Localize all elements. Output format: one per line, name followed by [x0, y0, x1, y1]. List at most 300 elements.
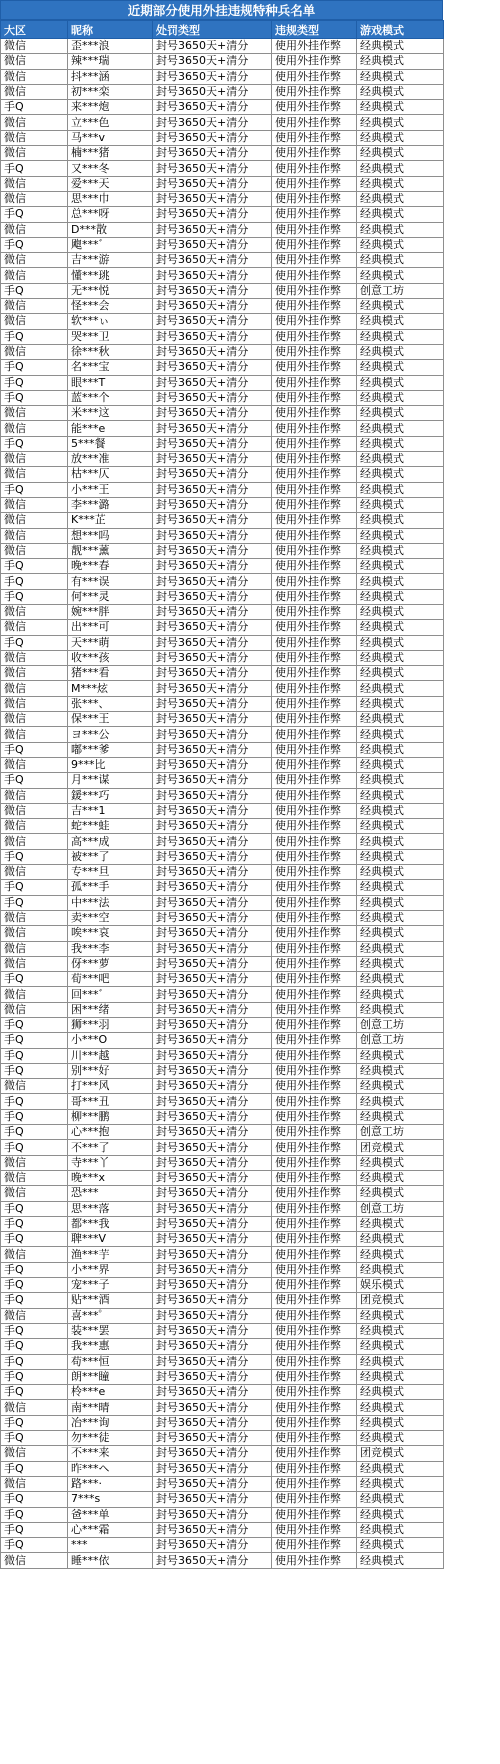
- cell-game-mode: 经典模式: [357, 1385, 444, 1400]
- cell-penalty: 封号3650天+清分: [153, 207, 272, 222]
- table-row: [1, 452, 444, 467]
- cell-nickname: 思***落: [68, 1201, 153, 1216]
- cell-region: 手Q: [1, 1538, 68, 1553]
- cell-nickname: 柃***e: [68, 1385, 153, 1400]
- cell-violation: 使用外挂作弊: [272, 1308, 357, 1323]
- cell-violation: 使用外挂作弊: [272, 482, 357, 497]
- table-row: [1, 1522, 444, 1537]
- cell-nickname: 喜***゜: [68, 1308, 153, 1323]
- cell-penalty: 封号3650天+清分: [153, 344, 272, 359]
- cell-violation: 使用外挂作弊: [272, 1278, 357, 1293]
- cell-violation: 使用外挂作弊: [272, 1538, 357, 1553]
- cell-violation: 使用外挂作弊: [272, 237, 357, 252]
- cell-game-mode: 创意工坊: [357, 1018, 444, 1033]
- cell-game-mode: 经典模式: [357, 650, 444, 665]
- cell-nickname: 朗***瞳: [68, 1369, 153, 1384]
- cell-violation: 使用外挂作弊: [272, 1140, 357, 1155]
- cell-nickname: D***散: [68, 222, 153, 237]
- table-row: [1, 1369, 444, 1384]
- cell-penalty: 封号3650天+清分: [153, 1216, 272, 1231]
- cell-violation: 使用外挂作弊: [272, 1048, 357, 1063]
- cell-region: 微信: [1, 681, 68, 696]
- cell-game-mode: 经典模式: [357, 819, 444, 834]
- cell-nickname: 保***王: [68, 712, 153, 727]
- cell-region: 手Q: [1, 237, 68, 252]
- cell-penalty: 封号3650天+清分: [153, 1247, 272, 1262]
- cell-region: 微信: [1, 54, 68, 69]
- cell-nickname: 出***可: [68, 620, 153, 635]
- table-row: [1, 268, 444, 283]
- cell-game-mode: 经典模式: [357, 1323, 444, 1338]
- cell-penalty: 封号3650天+清分: [153, 1018, 272, 1033]
- cell-violation: 使用外挂作弊: [272, 1125, 357, 1140]
- cell-nickname: 晚***x: [68, 1170, 153, 1185]
- cell-penalty: 封号3650天+清分: [153, 1339, 272, 1354]
- cell-region: 微信: [1, 314, 68, 329]
- cell-nickname: 打***风: [68, 1079, 153, 1094]
- cell-region: 微信: [1, 130, 68, 145]
- table-row: [1, 1201, 444, 1216]
- cell-game-mode: 经典模式: [357, 620, 444, 635]
- cell-game-mode: 经典模式: [357, 1308, 444, 1323]
- cell-penalty: 封号3650天+清分: [153, 1140, 272, 1155]
- cell-nickname: 困***绪: [68, 1002, 153, 1017]
- cell-game-mode: 经典模式: [357, 712, 444, 727]
- cell-penalty: 封号3650天+清分: [153, 528, 272, 543]
- cell-game-mode: 经典模式: [357, 482, 444, 497]
- cell-violation: 使用外挂作弊: [272, 1232, 357, 1247]
- cell-violation: 使用外挂作弊: [272, 344, 357, 359]
- cell-violation: 使用外挂作弊: [272, 604, 357, 619]
- cell-region: 手Q: [1, 390, 68, 405]
- table-row: [1, 1476, 444, 1491]
- cell-nickname: 寺***丫: [68, 1155, 153, 1170]
- cell-game-mode: 经典模式: [357, 1079, 444, 1094]
- cell-nickname: K***芷: [68, 513, 153, 528]
- cell-region: 微信: [1, 191, 68, 206]
- cell-violation: 使用外挂作弊: [272, 1018, 357, 1033]
- cell-game-mode: 经典模式: [357, 375, 444, 390]
- table-row: [1, 191, 444, 206]
- cell-nickname: 爱***天: [68, 176, 153, 191]
- cell-game-mode: 经典模式: [357, 360, 444, 375]
- cell-nickname: 柳***鹏: [68, 1109, 153, 1124]
- cell-violation: 使用外挂作弊: [272, 1492, 357, 1507]
- table-row: [1, 237, 444, 252]
- cell-region: 手Q: [1, 773, 68, 788]
- cell-game-mode: 经典模式: [357, 910, 444, 925]
- cell-game-mode: 经典模式: [357, 941, 444, 956]
- cell-penalty: 封号3650天+清分: [153, 130, 272, 145]
- cell-nickname: 孤***手: [68, 880, 153, 895]
- cell-violation: 使用外挂作弊: [272, 865, 357, 880]
- cell-violation: 使用外挂作弊: [272, 268, 357, 283]
- cell-game-mode: 经典模式: [357, 268, 444, 283]
- cell-game-mode: 经典模式: [357, 84, 444, 99]
- cell-nickname: 枯***仄: [68, 467, 153, 482]
- table-row: [1, 253, 444, 268]
- cell-penalty: 封号3650天+清分: [153, 1369, 272, 1384]
- cell-game-mode: 经典模式: [357, 329, 444, 344]
- cell-game-mode: 经典模式: [357, 773, 444, 788]
- cell-game-mode: 经典模式: [357, 1522, 444, 1537]
- cell-violation: 使用外挂作弊: [272, 941, 357, 956]
- cell-violation: 使用外挂作弊: [272, 666, 357, 681]
- cell-violation: 使用外挂作弊: [272, 39, 357, 54]
- cell-violation: 使用外挂作弊: [272, 895, 357, 910]
- cell-game-mode: 经典模式: [357, 742, 444, 757]
- cell-game-mode: 经典模式: [357, 1354, 444, 1369]
- cell-game-mode: 经典模式: [357, 130, 444, 145]
- cell-penalty: 封号3650天+清分: [153, 1079, 272, 1094]
- cell-nickname: 懂***珧: [68, 268, 153, 283]
- table-row: [1, 1446, 444, 1461]
- cell-region: 手Q: [1, 1431, 68, 1446]
- cell-region: 手Q: [1, 1125, 68, 1140]
- cell-violation: 使用外挂作弊: [272, 54, 357, 69]
- cell-penalty: 封号3650天+清分: [153, 1461, 272, 1476]
- cell-region: 手Q: [1, 1216, 68, 1231]
- table-header: [1, 21, 444, 39]
- cell-nickname: 无***悦: [68, 283, 153, 298]
- cell-game-mode: 经典模式: [357, 788, 444, 803]
- table-row: [1, 1033, 444, 1048]
- cell-penalty: 封号3650天+清分: [153, 788, 272, 803]
- cell-nickname: 伢***萝: [68, 956, 153, 971]
- cell-violation: 使用外挂作弊: [272, 329, 357, 344]
- cell-nickname: 路***·: [68, 1476, 153, 1491]
- cell-nickname: 吉***1: [68, 803, 153, 818]
- cell-game-mode: 经典模式: [357, 681, 444, 696]
- cell-penalty: 封号3650天+清分: [153, 299, 272, 314]
- table-row: [1, 635, 444, 650]
- cell-violation: 使用外挂作弊: [272, 1002, 357, 1017]
- cell-game-mode: 经典模式: [357, 467, 444, 482]
- cell-nickname: 宠***子: [68, 1278, 153, 1293]
- cell-region: 手Q: [1, 375, 68, 390]
- table-row: [1, 1155, 444, 1170]
- cell-game-mode: 经典模式: [357, 1492, 444, 1507]
- cell-game-mode: 经典模式: [357, 253, 444, 268]
- cell-nickname: 小***O: [68, 1033, 153, 1048]
- cell-violation: 使用外挂作弊: [272, 834, 357, 849]
- cell-region: 手Q: [1, 1109, 68, 1124]
- cell-nickname: 专***旦: [68, 865, 153, 880]
- cell-penalty: 封号3650天+清分: [153, 161, 272, 176]
- cell-nickname: 眼***T: [68, 375, 153, 390]
- cell-game-mode: 经典模式: [357, 390, 444, 405]
- cell-nickname: 唉***哀: [68, 926, 153, 941]
- table-row: [1, 513, 444, 528]
- cell-region: 微信: [1, 727, 68, 742]
- table-row: [1, 176, 444, 191]
- cell-nickname: 勿***徒: [68, 1431, 153, 1446]
- cell-penalty: 封号3650天+清分: [153, 849, 272, 864]
- cell-violation: 使用外挂作弊: [272, 115, 357, 130]
- cell-nickname: 又***冬: [68, 161, 153, 176]
- cell-penalty: 封号3650天+清分: [153, 1170, 272, 1185]
- cell-penalty: 封号3650天+清分: [153, 712, 272, 727]
- cell-nickname: 恐***: [68, 1186, 153, 1201]
- cell-penalty: 封号3650天+清分: [153, 926, 272, 941]
- cell-violation: 使用外挂作弊: [272, 1431, 357, 1446]
- cell-nickname: 冶***询: [68, 1415, 153, 1430]
- cell-violation: 使用外挂作弊: [272, 191, 357, 206]
- header-region: 大区: [1, 21, 68, 39]
- cell-nickname: 小***界: [68, 1262, 153, 1277]
- cell-nickname: 昨***ヘ: [68, 1461, 153, 1476]
- table-row: [1, 1354, 444, 1369]
- cell-penalty: 封号3650天+清分: [153, 1293, 272, 1308]
- cell-penalty: 封号3650天+清分: [153, 727, 272, 742]
- table-row: [1, 987, 444, 1002]
- table-row: [1, 1538, 444, 1553]
- cell-violation: 使用外挂作弊: [272, 1262, 357, 1277]
- cell-nickname: 总***呀: [68, 207, 153, 222]
- cell-violation: 使用外挂作弊: [272, 1553, 357, 1568]
- cell-game-mode: 经典模式: [357, 666, 444, 681]
- cell-nickname: 吉***游: [68, 253, 153, 268]
- cell-nickname: 蓝***个: [68, 390, 153, 405]
- cell-penalty: 封号3650天+清分: [153, 1278, 272, 1293]
- table-row: [1, 1323, 444, 1338]
- cell-nickname: 装***罢: [68, 1323, 153, 1338]
- cell-violation: 使用外挂作弊: [272, 880, 357, 895]
- cell-game-mode: 创意工坊: [357, 283, 444, 298]
- table-row: [1, 941, 444, 956]
- cell-penalty: 封号3650天+清分: [153, 360, 272, 375]
- cell-penalty: 封号3650天+清分: [153, 1048, 272, 1063]
- table-row: [1, 406, 444, 421]
- cell-violation: 使用外挂作弊: [272, 207, 357, 222]
- cell-violation: 使用外挂作弊: [272, 1323, 357, 1338]
- cell-game-mode: 经典模式: [357, 39, 444, 54]
- cell-violation: 使用外挂作弊: [272, 1507, 357, 1522]
- cell-violation: 使用外挂作弊: [272, 1155, 357, 1170]
- cell-region: 微信: [1, 712, 68, 727]
- cell-violation: 使用外挂作弊: [272, 1063, 357, 1078]
- cell-region: 手Q: [1, 1354, 68, 1369]
- cell-nickname: 9***比: [68, 757, 153, 772]
- cell-region: 手Q: [1, 283, 68, 298]
- cell-region: 手Q: [1, 1278, 68, 1293]
- cell-violation: 使用外挂作弊: [272, 390, 357, 405]
- cell-nickname: 放***准: [68, 452, 153, 467]
- cell-nickname: ヨ***公: [68, 727, 153, 742]
- cell-penalty: 封号3650天+清分: [153, 314, 272, 329]
- table-row: [1, 1431, 444, 1446]
- table-row: [1, 1125, 444, 1140]
- cell-violation: 使用外挂作弊: [272, 283, 357, 298]
- cell-game-mode: 经典模式: [357, 559, 444, 574]
- cell-penalty: 封号3650天+清分: [153, 941, 272, 956]
- ban-list-table: [0, 20, 444, 1569]
- cell-penalty: 封号3650天+清分: [153, 910, 272, 925]
- cell-region: 微信: [1, 604, 68, 619]
- cell-region: 微信: [1, 222, 68, 237]
- table-body: [1, 39, 444, 1569]
- cell-game-mode: 经典模式: [357, 314, 444, 329]
- cell-violation: 使用外挂作弊: [272, 819, 357, 834]
- cell-game-mode: 经典模式: [357, 237, 444, 252]
- cell-penalty: 封号3650天+清分: [153, 268, 272, 283]
- cell-penalty: 封号3650天+清分: [153, 176, 272, 191]
- cell-violation: 使用外挂作弊: [272, 146, 357, 161]
- cell-region: 微信: [1, 1308, 68, 1323]
- cell-violation: 使用外挂作弊: [272, 1079, 357, 1094]
- cell-region: 微信: [1, 528, 68, 543]
- table-row: [1, 1308, 444, 1323]
- cell-nickname: 立***色: [68, 115, 153, 130]
- cell-violation: 使用外挂作弊: [272, 1170, 357, 1185]
- table-row: [1, 130, 444, 145]
- cell-violation: 使用外挂作弊: [272, 620, 357, 635]
- cell-penalty: 封号3650天+清分: [153, 1232, 272, 1247]
- cell-region: 手Q: [1, 895, 68, 910]
- cell-nickname: 不***了: [68, 1140, 153, 1155]
- cell-nickname: 歪***浪: [68, 39, 153, 54]
- cell-penalty: 封号3650天+清分: [153, 604, 272, 619]
- header-row: [1, 21, 444, 39]
- cell-violation: 使用外挂作弊: [272, 727, 357, 742]
- header-nickname: 昵称: [68, 21, 153, 39]
- cell-game-mode: 经典模式: [357, 1431, 444, 1446]
- cell-violation: 使用外挂作弊: [272, 1415, 357, 1430]
- cell-violation: 使用外挂作弊: [272, 1476, 357, 1491]
- cell-violation: 使用外挂作弊: [272, 100, 357, 115]
- cell-penalty: 封号3650天+清分: [153, 1063, 272, 1078]
- cell-game-mode: 经典模式: [357, 803, 444, 818]
- cell-penalty: 封号3650天+清分: [153, 436, 272, 451]
- cell-nickname: 回***゛: [68, 987, 153, 1002]
- cell-nickname: 蛇***蛙: [68, 819, 153, 834]
- cell-game-mode: 创意工坊: [357, 1033, 444, 1048]
- cell-game-mode: 经典模式: [357, 1048, 444, 1063]
- cell-nickname: 哭***卫: [68, 329, 153, 344]
- cell-penalty: 封号3650天+清分: [153, 880, 272, 895]
- cell-penalty: 封号3650天+清分: [153, 666, 272, 681]
- table-row: [1, 344, 444, 359]
- cell-region: 微信: [1, 115, 68, 130]
- cell-game-mode: 经典模式: [357, 956, 444, 971]
- table-row: [1, 497, 444, 512]
- cell-penalty: 封号3650天+清分: [153, 329, 272, 344]
- cell-region: 微信: [1, 513, 68, 528]
- cell-violation: 使用外挂作弊: [272, 1354, 357, 1369]
- cell-game-mode: 经典模式: [357, 635, 444, 650]
- cell-game-mode: 经典模式: [357, 207, 444, 222]
- cell-penalty: 封号3650天+清分: [153, 696, 272, 711]
- table-row: [1, 146, 444, 161]
- cell-nickname: 荀***吧: [68, 972, 153, 987]
- table-row: [1, 207, 444, 222]
- table-row: [1, 1170, 444, 1185]
- cell-violation: 使用外挂作弊: [272, 757, 357, 772]
- cell-game-mode: 经典模式: [357, 1170, 444, 1185]
- cell-game-mode: 经典模式: [357, 926, 444, 941]
- cell-violation: 使用外挂作弊: [272, 1400, 357, 1415]
- table-row: [1, 650, 444, 665]
- cell-penalty: 封号3650天+清分: [153, 1109, 272, 1124]
- cell-violation: 使用外挂作弊: [272, 497, 357, 512]
- cell-penalty: 封号3650天+清分: [153, 69, 272, 84]
- cell-region: 微信: [1, 1155, 68, 1170]
- cell-game-mode: 经典模式: [357, 1507, 444, 1522]
- cell-game-mode: 经典模式: [357, 1262, 444, 1277]
- table-row: [1, 666, 444, 681]
- cell-game-mode: 经典模式: [357, 972, 444, 987]
- cell-region: 手Q: [1, 1507, 68, 1522]
- cell-penalty: 封号3650天+清分: [153, 1522, 272, 1537]
- cell-game-mode: 经典模式: [357, 987, 444, 1002]
- cell-nickname: 能***e: [68, 421, 153, 436]
- cell-penalty: 封号3650天+清分: [153, 1186, 272, 1201]
- table-row: [1, 1385, 444, 1400]
- cell-violation: 使用外挂作弊: [272, 436, 357, 451]
- cell-region: 微信: [1, 1186, 68, 1201]
- cell-region: 手Q: [1, 1492, 68, 1507]
- cell-region: 手Q: [1, 482, 68, 497]
- cell-penalty: 封号3650天+清分: [153, 865, 272, 880]
- table-row: [1, 543, 444, 558]
- table-row: [1, 1492, 444, 1507]
- cell-game-mode: 经典模式: [357, 1247, 444, 1262]
- cell-region: 微信: [1, 1247, 68, 1262]
- table-row: [1, 390, 444, 405]
- table-row: [1, 1553, 444, 1568]
- header-game-mode: 游戏模式: [357, 21, 444, 39]
- cell-region: 手Q: [1, 1201, 68, 1216]
- cell-violation: 使用外挂作弊: [272, 1201, 357, 1216]
- cell-penalty: 封号3650天+清分: [153, 1323, 272, 1338]
- cell-nickname: 心***霜: [68, 1522, 153, 1537]
- cell-game-mode: 经典模式: [357, 834, 444, 849]
- cell-region: 手Q: [1, 100, 68, 115]
- cell-region: 微信: [1, 1400, 68, 1415]
- table-row: [1, 436, 444, 451]
- cell-region: 微信: [1, 146, 68, 161]
- cell-nickname: 川***越: [68, 1048, 153, 1063]
- cell-violation: 使用外挂作弊: [272, 528, 357, 543]
- cell-region: 手Q: [1, 1293, 68, 1308]
- table-row: [1, 834, 444, 849]
- cell-violation: 使用外挂作弊: [272, 987, 357, 1002]
- cell-region: 手Q: [1, 329, 68, 344]
- cell-region: 微信: [1, 176, 68, 191]
- table-row: [1, 1109, 444, 1124]
- cell-violation: 使用外挂作弊: [272, 421, 357, 436]
- cell-region: 微信: [1, 620, 68, 635]
- cell-region: 微信: [1, 268, 68, 283]
- cell-region: 微信: [1, 1553, 68, 1568]
- cell-penalty: 封号3650天+清分: [153, 1431, 272, 1446]
- cell-game-mode: 经典模式: [357, 1109, 444, 1124]
- cell-nickname: 小***王: [68, 482, 153, 497]
- cell-region: 手Q: [1, 1323, 68, 1338]
- cell-region: 手Q: [1, 161, 68, 176]
- cell-violation: 使用外挂作弊: [272, 972, 357, 987]
- cell-nickname: 哥***丑: [68, 1094, 153, 1109]
- table-row: [1, 1094, 444, 1109]
- cell-game-mode: 经典模式: [357, 176, 444, 191]
- cell-region: 手Q: [1, 559, 68, 574]
- table-row: [1, 467, 444, 482]
- table-row: [1, 100, 444, 115]
- cell-violation: 使用外挂作弊: [272, 161, 357, 176]
- cell-region: 微信: [1, 497, 68, 512]
- cell-game-mode: 经典模式: [357, 1400, 444, 1415]
- cell-penalty: 封号3650天+清分: [153, 146, 272, 161]
